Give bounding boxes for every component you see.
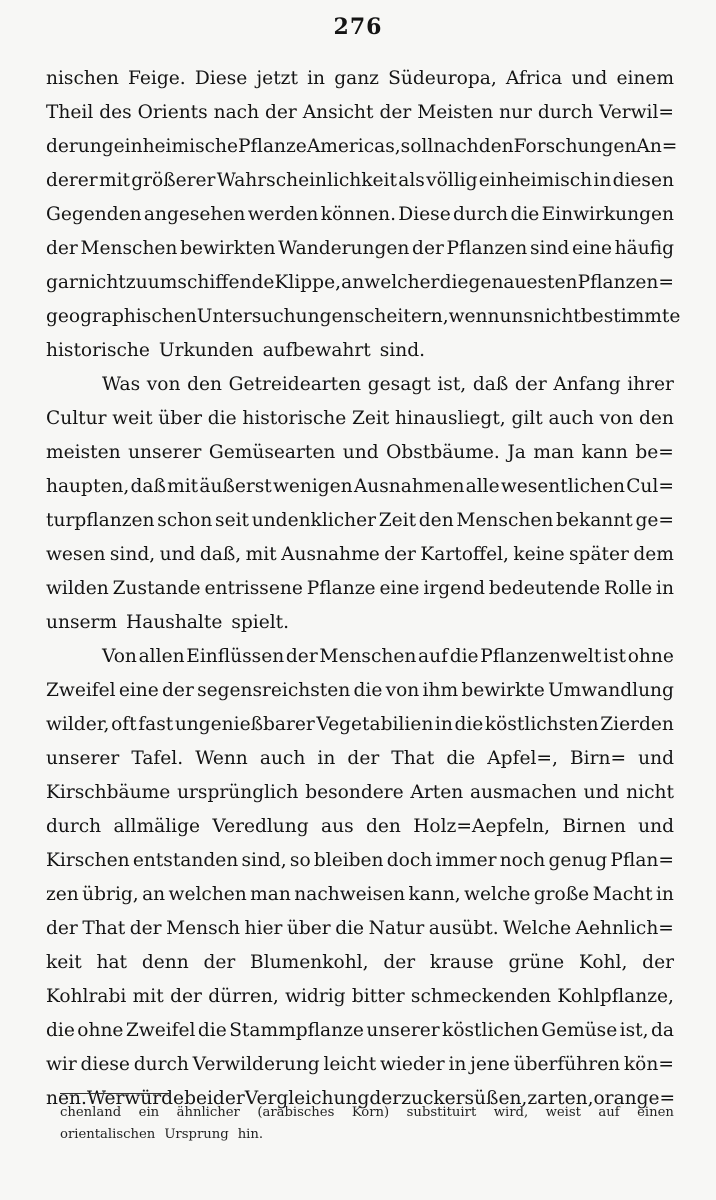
body_lines-line: Von allen Einflüssen der Menschen auf die Pflanzenwelt ist ohne <box>102 646 674 667</box>
body_lines-line: nischen Feige. Diese jetzt in ganz Südeuropa, Africa und einem <box>46 68 674 89</box>
body_lines-line: Kirschen entstanden sind, so bleiben doch immer noch genug Pflan= <box>46 850 674 871</box>
body_lines-line: Zweifel eine der segensreichsten die von ihm bewirkte Umwandlung <box>46 680 674 701</box>
body_lines-line: haupten, daß mit äußerst wenigen Ausnahmen alle wesentlichen Cul= <box>46 476 674 497</box>
body_lines-line: der Menschen bewirkten Wanderungen der Pflanzen sind eine häufig <box>46 238 674 259</box>
footnote_lines-line: orientalischen Ursprung hin. <box>60 1127 264 1142</box>
body_lines-line: geographischen Untersuchungen scheitern, wenn uns nicht bestimmte <box>46 306 681 327</box>
body_lines-line: gar nicht zu umschiffende Klippe, an welcher die genauesten Pflanzen= <box>46 272 674 293</box>
body_lines-line: der That der Mensch hier über die Natur ausübt. Welche Aehnlich= <box>46 918 674 939</box>
footnote <box>60 1102 674 1146</box>
body_lines-line: derung einheimische Pflanze Americas, soll nach den Forschungen An= <box>46 136 678 157</box>
body_lines-line: Gegenden angesehen werden können. Diese durch die Einwirkungen <box>46 204 674 225</box>
body_lines-line: die ohne Zweifel die Stammpflanze unserer köstlichen Gemüse ist, da <box>46 1020 674 1041</box>
page-number: 276 <box>333 14 383 40</box>
body_lines-line: historische Urkunden aufbewahrt sind. <box>46 340 426 361</box>
body_lines-line: meisten unserer Gemüsearten und Obstbäume. Ja man kann be= <box>46 442 674 463</box>
body_lines-line: Cultur weit über die historische Zeit hinausliegt, gilt auch von den <box>46 408 674 429</box>
body_lines-line: durch allmälige Veredlung aus den Holz=Aepfeln, Birnen und <box>46 816 674 837</box>
body_lines-line: Kohlrabi mit der dürren, widrig bitter schmeckenden Kohlpflanze, <box>46 986 674 1007</box>
body_lines-line: wir diese durch Verwilderung leicht wieder in jene überführen kön= <box>46 1054 674 1075</box>
body_lines-line: Theil des Orients nach der Ansicht der Meisten nur durch Verwil= <box>46 102 674 123</box>
body_lines-line: nen. Wer würde bei der Vergleichung der zuckersüßen, zarten, orange= <box>46 1088 676 1109</box>
body_lines-line: zen übrig, an welchen man nachweisen kann, welche große Macht in <box>46 884 674 905</box>
body_lines-line: wesen sind, und daß, mit Ausnahme der Kartoffel, keine später dem <box>46 544 674 565</box>
footnote-rule <box>60 1093 170 1094</box>
body_lines-line: unserm Haushalte spielt. <box>46 612 290 633</box>
footnote_lines-line: chenland ein ähnlicher (arabisches Korn) substituirt wird, weist auf einen <box>60 1105 674 1120</box>
body_lines-line: turpflanzen schon seit undenklicher Zeit den Menschen bekannt ge= <box>46 510 674 531</box>
body_lines-line: keit hat denn der Blumenkohl, der krause grüne Kohl, der <box>46 952 674 973</box>
body-text <box>46 62 681 1116</box>
body_lines-line: wilder, oft fast ungenießbarer Vegetabilien in die köstlichsten Zierden <box>46 714 674 735</box>
body_lines-line: derer mit größerer Wahrscheinlichkeit als völlig einheimisch in diesen <box>46 170 674 191</box>
body_lines-line: wilden Zustande entrissene Pflanze eine irgend bedeutende Rolle in <box>46 578 674 599</box>
body_lines-line: unserer Tafel. Wenn auch in der That die Apfel=, Birn= und <box>46 748 674 769</box>
body_lines-line: Was von den Getreidearten gesagt ist, daß der Anfang ihrer <box>102 374 674 395</box>
body_lines-line: Kirschbäume ursprünglich besondere Arten ausmachen und nicht <box>46 782 674 803</box>
